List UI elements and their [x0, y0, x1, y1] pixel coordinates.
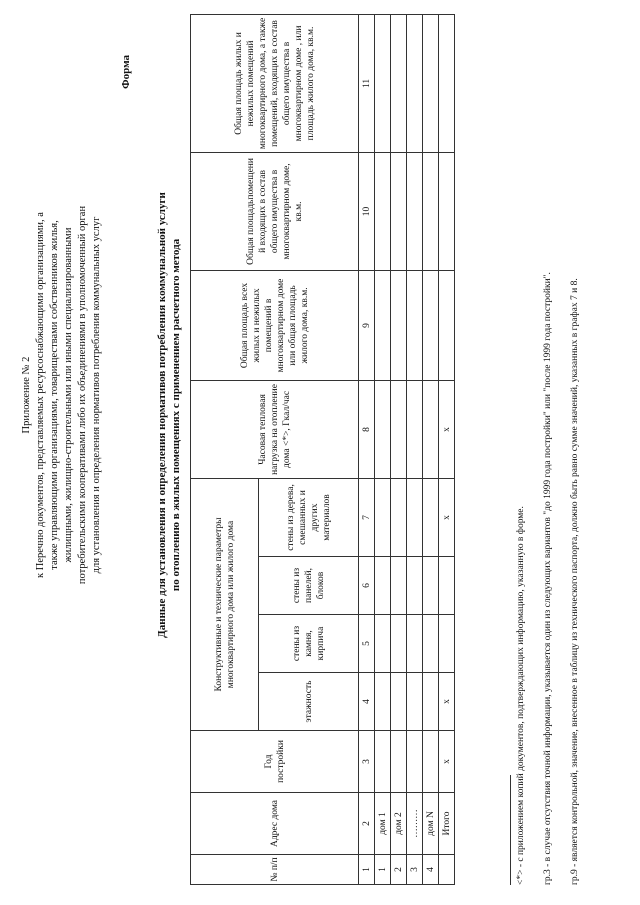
header-address: Адрес дома — [191, 793, 359, 855]
appendix-line-4: жилищными, жилищно-строительными или иными специализированными — [63, 227, 74, 563]
row-num: 2 — [391, 855, 407, 885]
column-number-row — [359, 14, 375, 884]
footnotes — [510, 15, 596, 885]
header-panels: стены из панелей, блоков — [259, 557, 359, 615]
header-area-total: Общая площадь жилых и нежилых помещений многоквартирного дома, а также помещений, входящих в состав общего имущества в многоквартирном доме , или площадь жилого дома, кв.м. — [191, 14, 359, 152]
appendix-line-6: для установления и определения нормативов потребления коммунальных услуг — [91, 216, 102, 574]
colnum-5: 5 — [359, 615, 375, 673]
colnum-8: 8 — [359, 380, 375, 478]
total-x-year: х — [439, 731, 455, 793]
table-row — [407, 14, 423, 884]
total-label: Итого — [439, 793, 455, 855]
row-num: 4 — [423, 855, 439, 885]
appendix-line-2: к Перечню документов, представляемых ресурсоснабжающими организациями, а — [35, 212, 46, 578]
header-heat-load: Часовая тепловая нагрузка на отопление дома <*>, Гкал/час — [191, 380, 359, 478]
table-row — [391, 14, 407, 884]
document-title — [155, 65, 183, 765]
footnote-2: гр.3 - в случае отсутствия точной информации, указывается один из следующих вариантов "до 1999 года постройки" или "после 1999 года постройки". — [543, 272, 553, 885]
footnote-rule — [510, 775, 511, 885]
colnum-4: 4 — [359, 673, 375, 731]
colnum-3: 3 — [359, 731, 375, 793]
header-area-common: Общая площадьпомещени й входящих в состав общего имущества в многоквартирном доме, кв.м. — [191, 152, 359, 270]
total-x-floors: х — [439, 673, 455, 731]
table-row — [423, 14, 439, 884]
form-label: Форма — [120, 55, 132, 89]
title-line-2: по отоплению в жилых помещениях с применением расчетного метода — [170, 238, 182, 592]
footnote-3: гр.9 - является контрольной, значение, внесенное в таблицу из технического паспорта, должно быть равно сумме значений, указанных в графах 7 и 8. — [570, 278, 580, 885]
header-stone: стены из камня, кирпича — [259, 615, 359, 673]
colnum-7: 7 — [359, 478, 375, 556]
header-wood: стены из дерева, смешанных и других материалов — [259, 478, 359, 556]
colnum-1: 1 — [359, 855, 375, 885]
appendix-line-5: потребительскими кооперативами либо их объединениями в уполномоченный орган — [77, 205, 88, 585]
header-year: Год постройки — [191, 731, 359, 793]
header-construct-group: Конструктивные и технические параметры многоквартирного дома или жилого дома — [191, 478, 259, 730]
total-row — [439, 14, 455, 884]
row-address: дом 2 — [391, 793, 407, 855]
footnote-1: <*> - с приложением копий документов, подтверждающих информацию, указанную в форме. — [516, 506, 526, 885]
appendix-line-3: также управляющими организациями, товариществами собственников жилья, — [49, 220, 60, 570]
header-num: № п/п — [191, 855, 359, 885]
row-num: 3 — [407, 855, 423, 885]
colnum-6: 6 — [359, 557, 375, 615]
header-area-all: Общая площадь всех жилых и нежилых помещений в многоквартирном доме или общая площадь жилого дома, кв.м. — [191, 270, 359, 380]
total-x-wood: х — [439, 478, 455, 556]
colnum-2: 2 — [359, 793, 375, 855]
header-floors: этажность — [259, 673, 359, 731]
row-address: ……… — [407, 793, 423, 855]
appendix-line-1: Приложение № 2 — [21, 356, 32, 434]
row-address: дом 1 — [375, 793, 391, 855]
appendix-heading — [20, 65, 104, 885]
colnum-11: 11 — [359, 14, 375, 152]
table-row — [375, 14, 391, 884]
row-num: 1 — [375, 855, 391, 885]
row-address: дом N — [423, 793, 439, 855]
title-line-1: Данные для установления и определения нормативов потребления коммунальной услуги — [156, 192, 168, 638]
data-table — [190, 14, 455, 885]
total-x-heat: х — [439, 380, 455, 478]
colnum-10: 10 — [359, 152, 375, 270]
colnum-9: 9 — [359, 270, 375, 380]
